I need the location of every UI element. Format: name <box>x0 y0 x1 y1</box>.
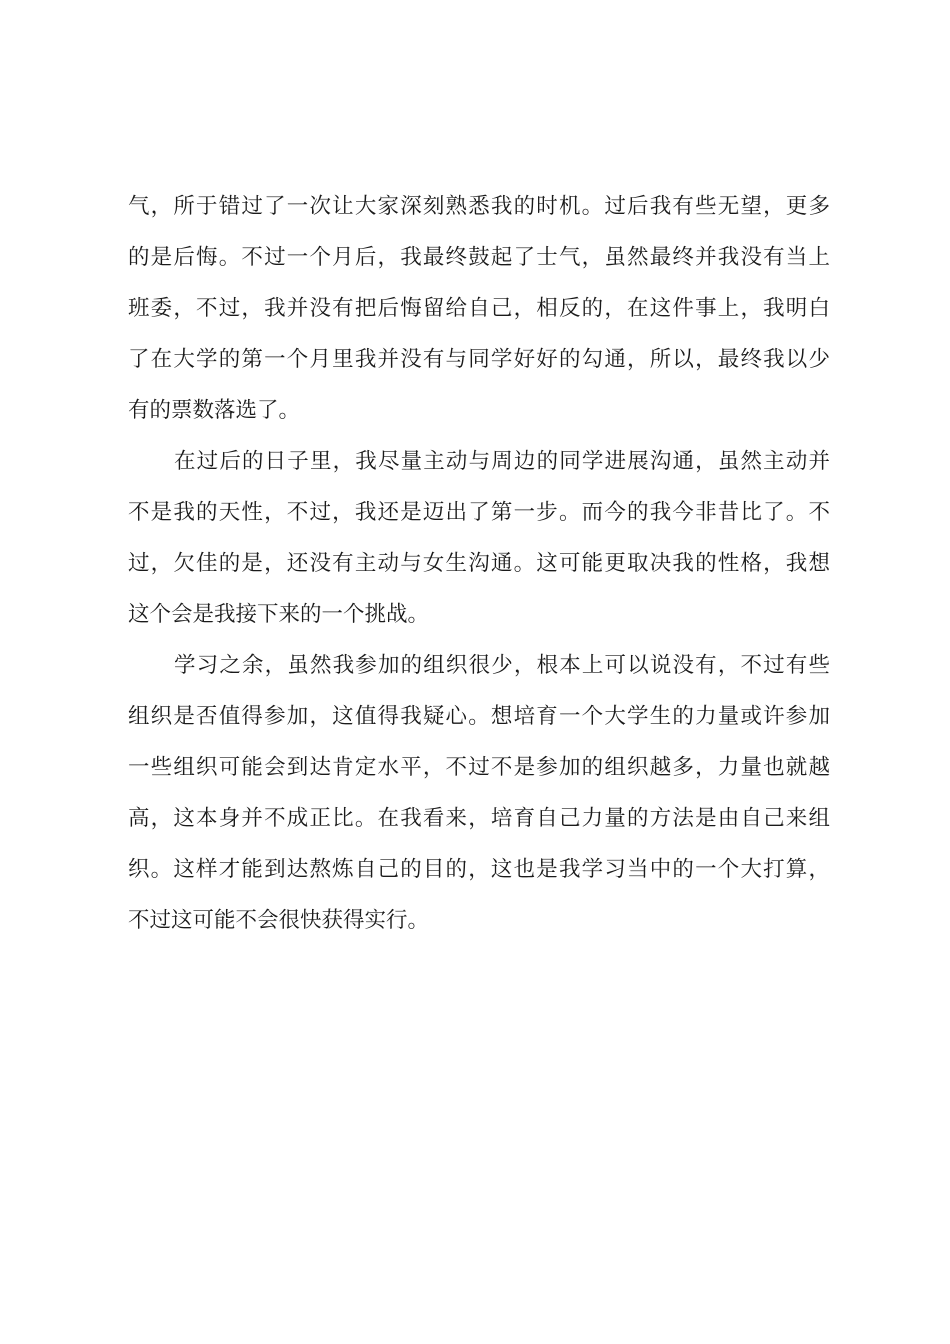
text-line: 在过后的日子里，我尽量主动与周边的同学进展沟通，虽然主动并 <box>174 449 830 474</box>
text-line: 不过这可能不会很快获得实行。 <box>128 908 430 933</box>
text-line: 学习之余，虽然我参加的组织很少，根本上可以说没有，不过有些 <box>174 653 830 678</box>
text-line: 织。这样才能到达熬炼自己的目的，这也是我学习当中的一个大打算， <box>128 857 830 882</box>
text-line: 高，这本身并不成正比。在我看来，培育自己力量的方法是由自己来组 <box>128 806 830 831</box>
text-line: 一些组织可能会到达肯定水平，不过不是参加的组织越多，力量也就越 <box>128 755 830 780</box>
paragraph-2 <box>128 436 830 640</box>
document-body <box>128 181 830 946</box>
text-line: 组织是否值得参加，这值得我疑心。想培育一个大学生的力量或许参加 <box>128 704 830 729</box>
text-line: 的是后悔。不过一个月后，我最终鼓起了士气，虽然最终并我没有当上 <box>128 245 830 270</box>
text-line: 有的票数落选了。 <box>128 398 301 423</box>
text-line: 班委，不过，我并没有把后悔留给自己，相反的，在这件事上，我明白 <box>128 296 830 321</box>
paragraph-3 <box>128 640 830 946</box>
text-line: 过，欠佳的是，还没有主动与女生沟通。这可能更取决我的性格，我想 <box>128 551 830 576</box>
text-line: 不是我的天性，不过，我还是迈出了第一步。而今的我今非昔比了。不 <box>128 500 830 525</box>
text-line: 气，所于错过了一次让大家深刻熟悉我的时机。过后我有些无望，更多 <box>128 194 830 219</box>
paragraph-1 <box>128 181 830 436</box>
text-line: 这个会是我接下来的一个挑战。 <box>128 602 430 627</box>
text-line: 了在大学的第一个月里我并没有与同学好好的勾通，所以，最终我以少 <box>128 347 830 372</box>
